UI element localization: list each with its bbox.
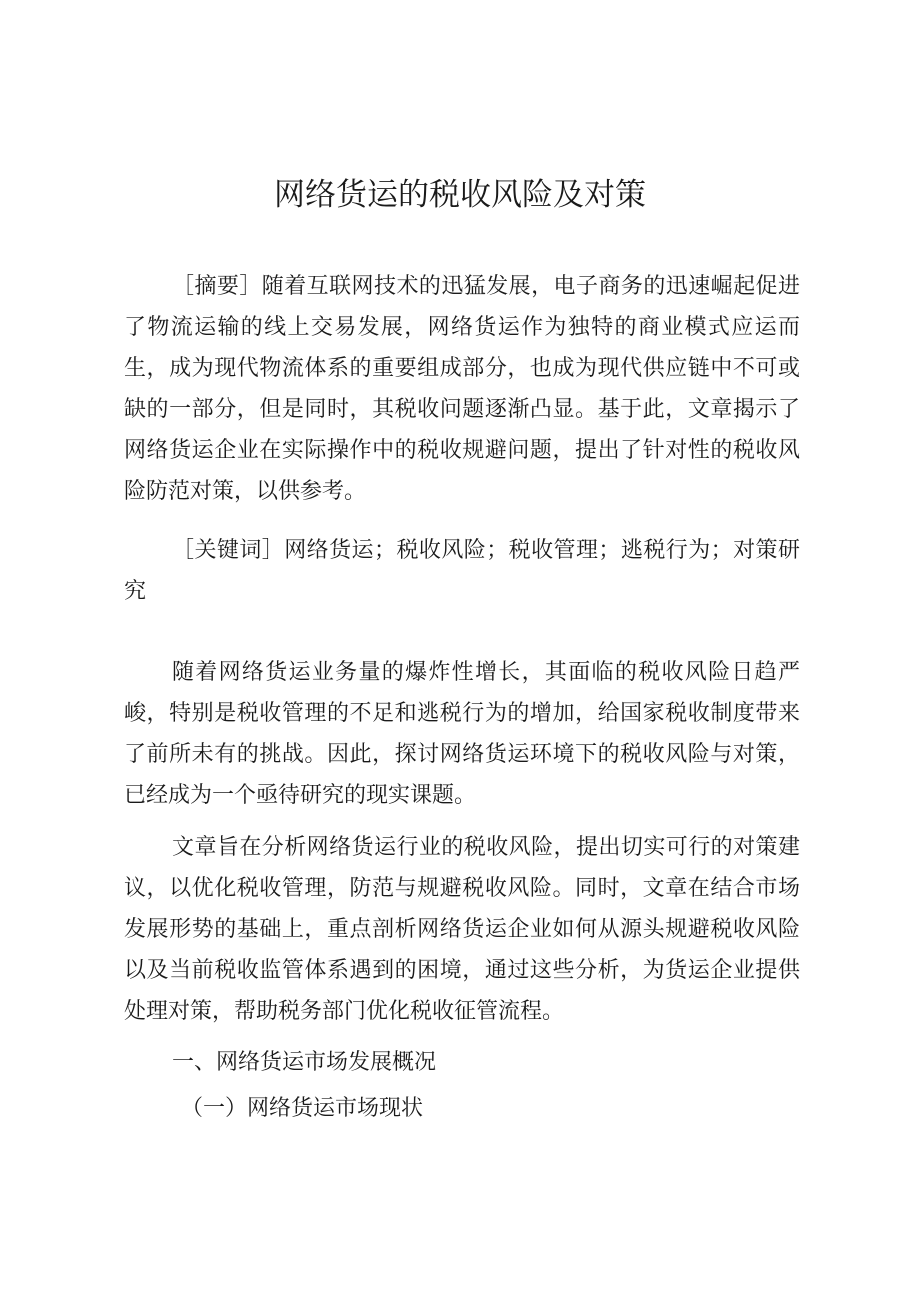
- abstract-paragraph: ［摘要］随着互联网技术的迅猛发展，电子商务的迅速崛起促进了物流运输的线上交易发展，网络货运作为独特的商业模式应运而生，成为现代物流体系的重要组成部分，也成为现代供应链中不可或缺的一部分，但是同时，其税收问题逐渐凸显。基于此，文章揭示了网络货运企业在实际操作中的税收规避问题，提出了针对性的税收风险防范对策，以供参考。: [124, 274, 800, 504]
- body-paragraph-1: 随着网络货运业务量的爆炸性增长，其面临的税收风险日趋严峻，特别是税收管理的不足和逃税行为的增加，给国家税收制度带来了前所未有的挑战。因此，探讨网络货运环境下的税收风险与对策，已经成为一个亟待研究的现实课题。: [124, 660, 800, 808]
- keywords-paragraph: ［关键词］网络货运；税收风险；税收管理；逃税行为；对策研究: [124, 538, 800, 604]
- subsection-heading: （一）网络货运市场现状: [181, 1096, 424, 1121]
- document-title: 网络货运的税收风险及对策: [274, 177, 646, 213]
- section-heading: 一、网络货运市场发展概况: [172, 1050, 437, 1075]
- body-paragraph-2: 文章旨在分析网络货运行业的税收风险，提出切实可行的对策建议，以优化税收管理，防范与规避税收风险。同时，文章在结合市场发展形势的基础上，重点剖析网络货运企业如何从源头规避税收风险以及当前税收监管体系遇到的困境，通过这些分析，为货运企业提供处理对策，帮助税务部门优化税收征管流程。: [124, 835, 800, 1024]
